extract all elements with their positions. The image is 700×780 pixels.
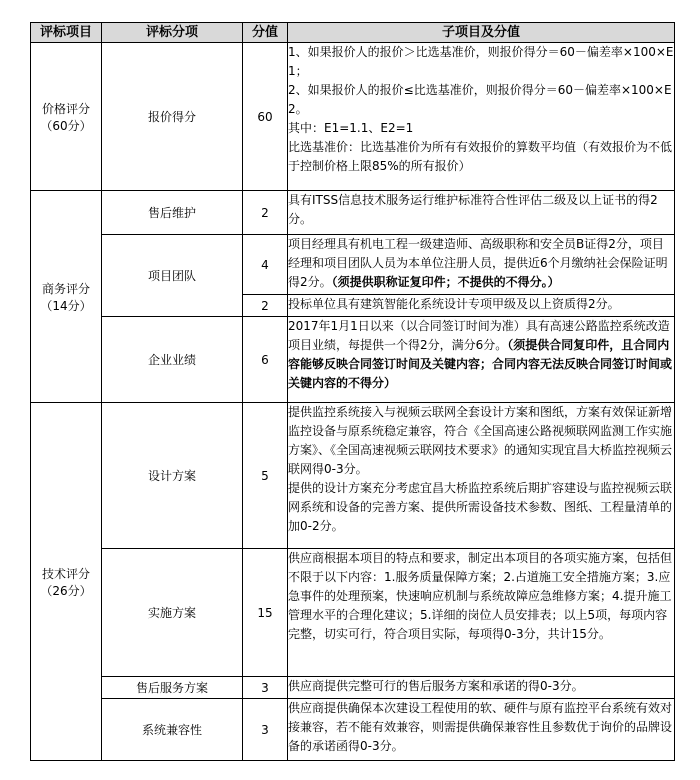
details-design <box>288 403 675 549</box>
category-tech <box>31 403 102 761</box>
header-item: 评标项目 <box>31 23 102 43</box>
score-implementation: 15 <box>243 549 288 677</box>
category-points: （60分） <box>40 118 92 133</box>
subitem-performance: 企业业绩 <box>102 317 243 403</box>
detail-text: 项目经理具有机电工程一级建造师、高级职称和安全员B证得2分，项目经理和项目团队人员为本单位注册人员，提供近6个月缴纳社会保险证明得2分。 <box>288 237 668 289</box>
header-subitem: 评标分项 <box>102 23 243 43</box>
score-performance: 6 <box>243 317 288 403</box>
detail-line: 1、如果报价人的报价＞比选基准价，则报价得分＝60－偏差率×100×E1； <box>288 45 674 78</box>
details-service-plan: 供应商提供完整可行的售后服务方案和承诺的得0-3分。 <box>288 677 675 699</box>
table-row <box>31 317 675 403</box>
detail-text: 2017年1月1日以来（以合同签订时间为准）具有高速公路监控系统改造项目业绩，每提供一个得2分，满分6分。 <box>288 319 670 352</box>
table-row <box>31 699 675 761</box>
subitem-compat: 系统兼容性 <box>102 699 243 761</box>
category-name: 商务评分 <box>41 281 90 296</box>
subitem-service-plan: 售后服务方案 <box>102 677 243 699</box>
table-row <box>31 549 675 677</box>
category-points: （14分） <box>40 298 92 313</box>
detail-bold-note: （须提供合同复印件，且合同内容能够反映合同签订时间及关键内容；合同内容无法反映合同签订时间或关键内容的不得分） <box>288 338 673 390</box>
details-performance <box>288 317 675 403</box>
subitem-design: 设计方案 <box>102 403 243 549</box>
details-compat: 供应商提供确保本次建设工程使用的软、硬件与原有监控平台系统有效对接兼容，若不能有效兼容，则需提供确保兼容性且参数优于询价的品牌设备的承诺函得0-3分。 <box>288 699 675 761</box>
details-after-sales: 具有ITSS信息技术服务运行维护标准符合性评估二级及以上证书的得2分。 <box>288 191 675 235</box>
details-team-b: 投标单位具有建筑智能化系统设计专项甲级及以上资质得2分。 <box>288 295 675 317</box>
detail-line: 提供的设计方案充分考虑宜昌大桥监控系统后期扩容建设与监控视频云联网系统和设备的完善方案、提供所需设备技术参数、图纸、工程量清单的加0-2分。 <box>288 481 673 533</box>
score-design: 5 <box>243 403 288 549</box>
score-compat: 3 <box>243 699 288 761</box>
table-row <box>31 677 675 699</box>
category-name: 价格评分 <box>41 101 90 116</box>
subitem-after-sales: 售后维护 <box>102 191 243 235</box>
scoring-table <box>30 22 675 761</box>
subitem-team: 项目团队 <box>102 235 243 317</box>
table-row <box>31 191 675 235</box>
detail-line: 2、如果报价人的报价≤比选基准价，则报价得分＝60－偏差率×100×E2。 <box>288 83 672 116</box>
table-row <box>31 43 675 191</box>
subitem-implementation: 实施方案 <box>102 549 243 677</box>
subitem-price: 报价得分 <box>102 43 243 191</box>
detail-line: 其中：E1=1.1、E2=1 <box>288 121 414 135</box>
category-business <box>31 191 102 403</box>
table-row <box>31 235 675 295</box>
header-row <box>31 23 675 43</box>
detail-line: 提供监控系统接入与视频云联网全套设计方案和图纸，方案有效保证新增监控设备与原系统稳定兼容，符合《全国高速公路视频联网监测工作实施方案》、《全国高速视频云联网技术要求》的通知实现宜昌大桥监控视频云联网得0-3分。 <box>288 405 673 476</box>
header-score: 分值 <box>243 23 288 43</box>
score-team-a: 4 <box>243 235 288 295</box>
detail-line: 比选基准价：比选基准价为所有有效报价的算数平均值（有效报价为不低于控制价格上限85%的所有报价） <box>288 140 673 173</box>
category-price <box>31 43 102 191</box>
category-name: 技术评分 <box>41 566 90 581</box>
score-service-plan: 3 <box>243 677 288 699</box>
detail-bold-note: （须提供职称证复印件；不提供的不得分。） <box>331 275 560 289</box>
score-price: 60 <box>243 43 288 191</box>
score-team-b: 2 <box>243 295 288 317</box>
details-team-a <box>288 235 675 295</box>
table-row <box>31 403 675 549</box>
score-after-sales: 2 <box>243 191 288 235</box>
header-details: 子项目及分值 <box>288 23 675 43</box>
details-price <box>288 43 675 191</box>
category-points: （26分） <box>40 583 92 598</box>
details-implementation: 供应商根据本项目的特点和要求，制定出本项目的各项实施方案，包括但不限于以下内容：1.服务质量保障方案；2.占道施工安全措施方案；3.应急事件的处理预案，快速响应机制与系统故障应急维修方案；4.提升施工管理水平的合理化建议；5.详细的岗位人员安排表；以上5项，每项内容完整，切实可行，符合项目实际，每项得0-3分，共计15分。 <box>288 549 675 677</box>
